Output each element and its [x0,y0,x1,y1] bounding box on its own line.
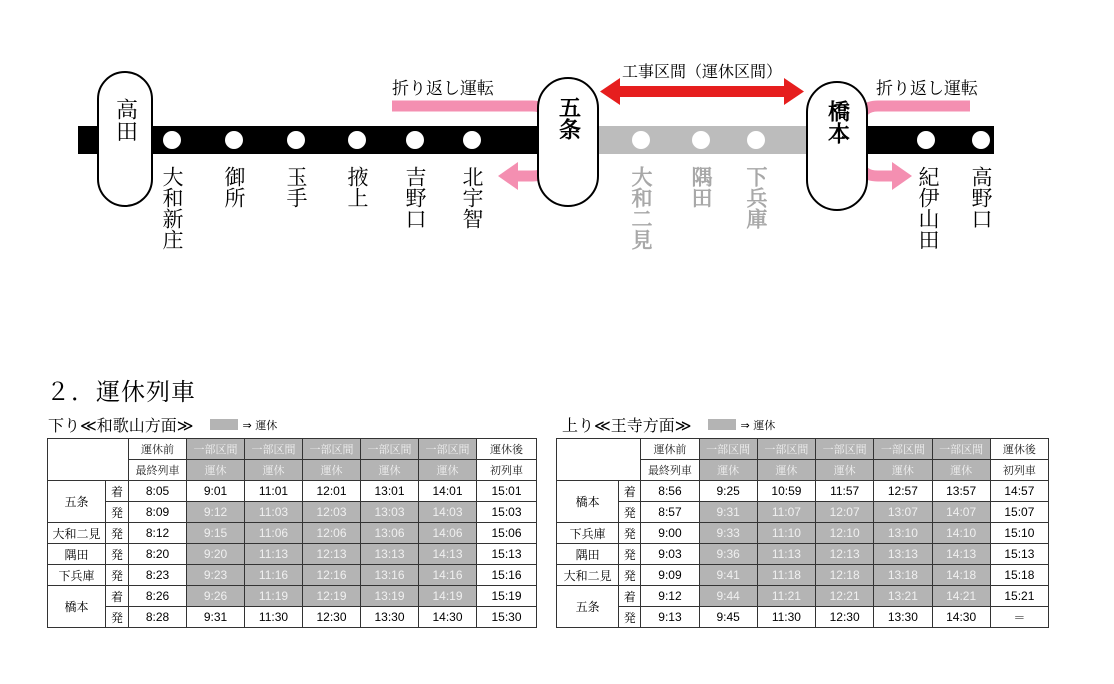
station-cell: 橋本 [48,586,106,628]
time-cell: 13:57 [932,481,990,502]
dir-cell: 発 [619,607,641,628]
dir-cell: 発 [619,523,641,544]
dir-cell: 発 [619,544,641,565]
up-table-header [562,413,775,436]
table-row [48,607,537,628]
time-cell: 8:12 [129,523,187,544]
time-cell: 9:31 [187,607,245,628]
time-cell: ＝ [990,607,1048,628]
header-cell: 運休後 [990,439,1048,460]
table-row [48,523,537,544]
time-cell: 11:30 [757,607,815,628]
header-cell: 運休後 [477,439,537,460]
station-cell: 五条 [557,586,619,628]
station-label-yamato-shinjo: 大和新庄 [160,166,184,250]
time-cell: 10:59 [757,481,815,502]
station-dot [463,131,481,149]
time-cell: 13:07 [874,502,932,523]
table-header-row [557,439,1049,460]
turnback-label-west: 折り返し運転 [392,79,494,99]
time-cell: 15:06 [477,523,537,544]
time-cell: 11:21 [757,586,815,607]
header-cell: 運休 [932,460,990,481]
header-cell: 初列車 [477,460,537,481]
time-cell: 9:15 [187,523,245,544]
time-cell: 13:13 [874,544,932,565]
station-label-kii-yamada: 紀伊山田 [916,166,940,250]
time-cell: 11:07 [757,502,815,523]
header-cell: 一部区間 [757,439,815,460]
time-cell: 15:10 [990,523,1048,544]
time-cell: 9:25 [699,481,757,502]
dir-cell: 発 [106,607,129,628]
station-dot [692,131,710,149]
time-cell: 11:10 [757,523,815,544]
time-cell: 9:33 [699,523,757,544]
time-cell: 9:01 [187,481,245,502]
header-cell: 一部区間 [419,439,477,460]
time-cell: 14:30 [932,607,990,628]
station-label-kitauchi: 北宇智 [460,166,484,229]
dir-cell: 発 [619,565,641,586]
header-cell: 運休 [874,460,932,481]
time-cell: 12:01 [303,481,361,502]
time-cell: 13:03 [361,502,419,523]
header-cell: 一部区間 [187,439,245,460]
stations-suspended-labels [629,165,768,250]
station-cell: 隅田 [557,544,619,565]
dir-cell: 発 [106,565,129,586]
down-timetable [47,438,537,628]
time-cell: 13:01 [361,481,419,502]
station-dot [163,131,181,149]
down-table-title: 下り≪和歌山方面≫ [48,416,194,435]
time-cell: 11:30 [245,607,303,628]
time-cell: 9:09 [641,565,699,586]
time-cell: 15:16 [477,565,537,586]
table-row [48,481,537,502]
time-cell: 14:10 [932,523,990,544]
route-diagram [0,0,1114,300]
time-cell: 11:01 [245,481,303,502]
station-label-tamade: 玉手 [284,166,308,208]
table-row [557,523,1049,544]
construction-arrow [600,78,804,105]
time-cell: 9:12 [187,502,245,523]
station-dot [406,131,424,149]
time-cell: 12:57 [874,481,932,502]
section-title: ２．運休列車 [46,378,196,406]
time-cell: 12:10 [816,523,874,544]
time-cell: 11:06 [245,523,303,544]
station-label-suda: 隅田 [689,166,713,208]
station-dot [972,131,990,149]
table-row [48,565,537,586]
time-cell: 14:57 [990,481,1048,502]
table-row [557,586,1049,607]
station-cell: 橋本 [557,481,619,523]
time-cell: 14:06 [419,523,477,544]
time-cell: 15:21 [990,586,1048,607]
dir-cell: 発 [619,502,641,523]
legend-gray-swatch [210,419,238,430]
time-cell: 13:21 [874,586,932,607]
up-table-title: 上り≪王寺方面≫ [562,416,692,435]
time-cell: 8:56 [641,481,699,502]
header-cell: 一部区間 [699,439,757,460]
time-cell: 9:31 [699,502,757,523]
header-cell: 運休前 [129,439,187,460]
header-cell: 運休 [816,460,874,481]
time-cell: 15:13 [990,544,1048,565]
table-row [557,565,1049,586]
table-row [557,544,1049,565]
time-cell: 9:20 [187,544,245,565]
time-cell: 12:30 [303,607,361,628]
time-cell: 12:13 [816,544,874,565]
station-dot [287,131,305,149]
header-cell: 運休 [699,460,757,481]
station-cell: 大和二見 [48,523,106,544]
station-label-yamato-futami: 大和二見 [629,166,653,250]
station-dot [747,131,765,149]
stations-west-labels [160,166,484,250]
time-cell: 13:30 [361,607,419,628]
time-cell: 11:03 [245,502,303,523]
header-cell: 初列車 [990,460,1048,481]
time-cell: 15:03 [477,502,537,523]
time-cell: 11:18 [757,565,815,586]
time-cell: 11:16 [245,565,303,586]
time-cell: 14:03 [419,502,477,523]
time-cell: 12:13 [303,544,361,565]
time-cell: 9:45 [699,607,757,628]
header-cell: 運休 [361,460,419,481]
dir-cell: 着 [619,586,641,607]
time-cell: 14:21 [932,586,990,607]
legend-label: ⇒ 運休 [740,418,776,432]
table-row [557,481,1049,502]
time-cell: 13:16 [361,565,419,586]
station-hashimoto-label: 橋本 [824,100,850,144]
table-row [557,502,1049,523]
station-cell: 大和二見 [557,565,619,586]
time-cell: 11:57 [816,481,874,502]
time-cell: 14:13 [419,544,477,565]
blank-header-cell [557,439,641,481]
time-cell: 14:19 [419,586,477,607]
time-cell: 12:03 [303,502,361,523]
header-cell: 一部区間 [874,439,932,460]
time-cell: 15:13 [477,544,537,565]
station-label-shimohyogo: 下兵庫 [744,166,768,229]
time-cell: 11:19 [245,586,303,607]
header-cell: 運休 [757,460,815,481]
blank-header-cell [48,439,129,481]
dir-cell: 発 [106,502,129,523]
time-cell: 12:07 [816,502,874,523]
time-cell: 9:12 [641,586,699,607]
time-cell: 13:30 [874,607,932,628]
header-cell: 一部区間 [303,439,361,460]
time-cell: 13:10 [874,523,932,544]
station-label-gose: 御所 [222,166,246,208]
time-cell: 9:13 [641,607,699,628]
time-cell: 8:09 [129,502,187,523]
time-cell: 9:41 [699,565,757,586]
dir-cell: 着 [106,481,129,502]
time-cell: 8:05 [129,481,187,502]
header-cell: 運休 [245,460,303,481]
time-cell: 9:26 [187,586,245,607]
time-cell: 15:18 [990,565,1048,586]
time-cell: 14:01 [419,481,477,502]
up-timetable [556,438,1049,628]
station-dot [917,131,935,149]
time-cell: 9:44 [699,586,757,607]
header-cell: 運休 [303,460,361,481]
time-cell: 9:36 [699,544,757,565]
time-cell: 15:19 [477,586,537,607]
header-cell: 運休 [187,460,245,481]
time-cell: 13:19 [361,586,419,607]
station-dot [632,131,650,149]
time-cell: 12:19 [303,586,361,607]
header-cell: 一部区間 [932,439,990,460]
table-row [48,502,537,523]
header-cell: 最終列車 [129,460,187,481]
time-cell: 12:30 [816,607,874,628]
station-label-yoshinoguchi: 吉野口 [403,166,427,229]
time-cell: 14:07 [932,502,990,523]
time-cell: 8:28 [129,607,187,628]
table-header-row [48,439,537,460]
station-label-koyaguchi: 高野口 [969,166,993,229]
time-cell: 14:30 [419,607,477,628]
time-cell: 13:18 [874,565,932,586]
time-cell: 13:06 [361,523,419,544]
header-cell: 運休 [419,460,477,481]
time-cell: 12:16 [303,565,361,586]
time-cell: 14:18 [932,565,990,586]
station-dot [225,131,243,149]
time-cell: 15:30 [477,607,537,628]
time-cell: 9:00 [641,523,699,544]
time-cell: 9:23 [187,565,245,586]
dir-cell: 発 [106,523,129,544]
time-cell: 12:21 [816,586,874,607]
header-cell: 最終列車 [641,460,699,481]
time-cell: 8:20 [129,544,187,565]
station-cell: 下兵庫 [48,565,106,586]
time-cell: 12:18 [816,565,874,586]
time-cell: 8:57 [641,502,699,523]
station-cell: 隅田 [48,544,106,565]
legend-label: ⇒ 運休 [242,418,278,432]
time-cell: 14:13 [932,544,990,565]
time-cell: 13:13 [361,544,419,565]
station-cell: 五条 [48,481,106,523]
station-dot [348,131,366,149]
time-cell: 11:13 [245,544,303,565]
time-cell: 12:06 [303,523,361,544]
dir-cell: 発 [106,544,129,565]
table-row [48,544,537,565]
header-cell: 一部区間 [245,439,303,460]
table-row [48,586,537,607]
time-cell: 11:13 [757,544,815,565]
turnback-label-east: 折り返し運転 [876,79,978,99]
station-gojo-label: 五条 [555,96,581,140]
time-cell: 14:16 [419,565,477,586]
header-cell: 一部区間 [816,439,874,460]
dir-cell: 着 [619,481,641,502]
header-cell: 一部区間 [361,439,419,460]
legend-gray-swatch [708,419,736,430]
construction-label: 工事区間（運休区間） [621,62,783,81]
time-cell: 9:03 [641,544,699,565]
stations-east-labels [916,166,993,250]
time-cell: 15:01 [477,481,537,502]
table-row [557,607,1049,628]
time-cell: 15:07 [990,502,1048,523]
down-table-header [48,413,277,436]
station-cell: 下兵庫 [557,523,619,544]
terminal-takada-label: 高田 [112,98,138,142]
time-cell: 8:26 [129,586,187,607]
time-cell: 8:23 [129,565,187,586]
station-label-wakigami: 掖上 [345,166,369,208]
dir-cell: 着 [106,586,129,607]
header-cell: 運休前 [641,439,699,460]
